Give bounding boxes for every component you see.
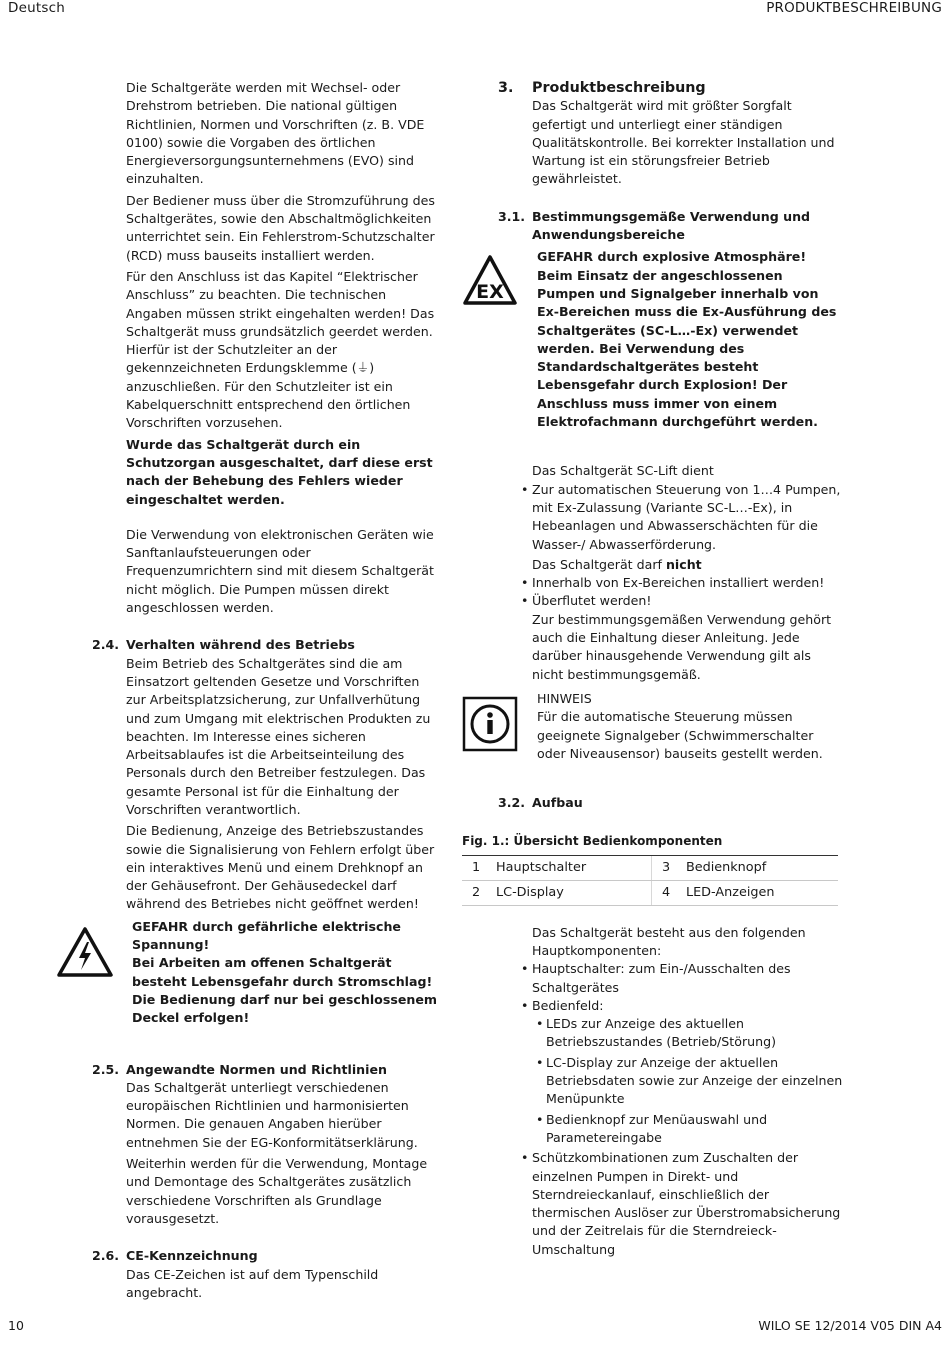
components-table: [462, 855, 838, 906]
warning-explosive: [476, 248, 844, 431]
section-number: 3.2.: [498, 795, 526, 811]
high-voltage-warning-icon: [56, 926, 114, 981]
sub-list-item: • LC-Display zur Anzeige der aktuellen Betriebsdaten sowie zur Anzeige der einzelnen Menüpunkte: [546, 1054, 844, 1109]
list-item-label: Bedienfeld:: [532, 997, 604, 1013]
page-number: 10: [8, 1318, 24, 1333]
paragraph: Die Bedienung, Anzeige des Betriebszustandes sowie die Signalisierung von Fehlern erfolgt über ein interaktives Menü und einem Drehknopf an der Gehäusefront. Der Gehäusedeckel darf während des Betriebes nicht geöffnet werden!: [126, 823, 435, 912]
table-cell: LED-Anzeigen: [680, 880, 838, 905]
section-title: Angewandte Normen und Richtlinien: [126, 1061, 387, 1077]
sub-list-item: • LEDs zur Anzeige des aktuellen Betriebszustandes (Betrieb/Störung): [546, 1015, 844, 1052]
section-title: Produktbeschreibung: [532, 80, 706, 96]
list-item: • Innerhalb von Ex-Bereichen installiert werden!: [532, 574, 844, 592]
list-item: • Schützkombinationen zum Zuschalten der einzelnen Pumpen in Direkt- und Sterndreieckanlauf, einschließlich der thermischen Auslöser zur Überstromabsicherung und der Zeitrelais für die Sterndreieck-Umschaltung: [532, 1149, 844, 1259]
not-list: [532, 574, 844, 611]
paragraph: Weiterhin werden für die Verwendung, Montage und Demontage des Schaltgerätes zusätzlich verschiedene Vorschriften als Grundlage vorausgesetzt.: [126, 1156, 428, 1226]
explosion-warning-icon: [462, 254, 518, 309]
warning-text: Beim Einsatz der angeschlossenen Pumpen und Signalgeber innerhalb von Ex-Bereichen muss die Ex-Ausführung des Schaltgerätes (SC-L…-Ex) verwendet werden. Bei Verwendung des Standardschaltgerätes besteht Lebensgefahr durch Explosion! Der Anschluss muss immer von einem Elektrofachmann durchgeführt werden.: [537, 267, 837, 430]
paragraph: Die Verwendung von elektronischen Geräten wie Sanftanlaufsteuerungen oder Frequenzumrichtern sind mit diesem Schaltgerät nicht möglich. Die Pumpen müssen direkt angeschlossen werden.: [126, 526, 434, 616]
right-column: [462, 79, 844, 1259]
footer-doc-info: WILO SE 12/2014 V05 DIN A4: [758, 1318, 942, 1333]
not-word: nicht: [665, 556, 702, 572]
paragraph: [532, 556, 844, 574]
section-title: Aufbau: [532, 795, 583, 811]
paragraph: Das Schaltgerät besteht aus den folgenden Hauptkomponenten:: [532, 924, 806, 958]
table-cell: 1: [462, 855, 490, 880]
paragraph: Das CE-Zeichen ist auf dem Typenschild angebracht.: [126, 1266, 379, 1300]
paragraph: Das Schaltgerät wird mit größter Sorgfalt gefertigt und unterliegt einer ständigen Qualitätskontrolle. Bei korrekter Installation und Wartung ist ein störungsfreier Betrieb gewährleistet.: [532, 98, 835, 187]
section-number: 2.4.: [92, 637, 120, 653]
left-column: [92, 79, 438, 1305]
warning-title: GEFAHR durch gefährliche elektrische Spannung!: [132, 918, 401, 953]
paragraph: Zur bestimmungsgemäßen Verwendung gehört auch die Einhaltung dieser Anleitung. Jede darüber hinausgehende Verwendung gilt als nicht bestimmungsgemäß.: [532, 611, 832, 682]
section-heading-3: [498, 79, 844, 97]
info-icon: [462, 696, 518, 755]
section-heading-2-5: [92, 1061, 438, 1079]
note-title: HINWEIS: [537, 690, 592, 706]
section-title: Bestimmungsgemäße Verwendung und Anwendungsbereiche: [532, 208, 811, 243]
table-row: [462, 880, 838, 905]
sub-list: [532, 1015, 844, 1147]
section-heading-2-6: [92, 1247, 438, 1265]
figure-caption: Fig. 1.: Übersicht Bedienkomponenten: [462, 834, 723, 849]
paragraph: Das Schaltgerät SC-Lift dient: [532, 463, 714, 479]
paragraph-bold: Wurde das Schaltgerät durch ein Schutzorgan ausgeschaltet, darf diese erst nach der Behebung des Fehlers wieder eingeschaltet werden.: [126, 436, 433, 507]
table-cell: Hauptschalter: [490, 855, 651, 880]
sub-list-item: • Bedienknopf zur Menüauswahl und Parametereingabe: [546, 1111, 844, 1148]
not-prefix: Das Schaltgerät darf: [532, 556, 666, 572]
note-box: [532, 690, 844, 763]
paragraph: Das Schaltgerät unterliegt verschiedenen europäischen Richtlinien und harmonisierten Normen. Die genauen Angaben hierüber entnehmen Sie der EG-Konformitätserklärung.: [126, 1079, 418, 1150]
list-item: • Zur automatischen Steuerung von 1…4 Pumpen, mit Ex-Zulassung (Variante SC-L…-Ex), in Hebeanlagen und Abwasserschächten für die Wasser-/ Abwasserförderung.: [532, 481, 844, 554]
paragraph: Der Bediener muss über die Stromzuführung des Schaltgerätes, sowie den Abschaltmöglichkeiten unterrichtet sein. Ein Fehlerstrom-Schutzschalter (RCD) muss bauseits installiert werden.: [126, 192, 435, 263]
header-section: PRODUKTBESCHREIBUNG: [766, 0, 942, 16]
table-cell: Bedienknopf: [680, 855, 838, 880]
table-row: [462, 855, 838, 880]
section-heading-3-1: [498, 208, 844, 245]
components-list: [532, 960, 844, 1259]
paragraph: Beim Betrieb des Schaltgerätes sind die am Einsatzort geltenden Gesetze und Vorschriften zur Arbeitsplatzsicherung, zur Unfallverhütung und zum Umgang mit elektrischen Produkten zu beachten. Im Interesse eines sicheren Arbeitsablaufes ist die Arbeitseinteilung des Personals durch den Betreiber festzulegen. Das gesamte Personal ist für die Einhaltung der Vorschriften verantwortlich.: [126, 655, 431, 817]
section-heading-2-4: [92, 636, 438, 654]
section-number: 3.1.: [498, 208, 526, 224]
warning-text: Bei Arbeiten am offenen Schaltgerät besteht Lebensgefahr durch Stromschlag! Die Bedienung darf nur bei geschlossenem Deckel erfolgen!: [132, 955, 437, 1026]
table-cell: 4: [651, 880, 680, 905]
section-title: CE-Kennzeichnung: [126, 1248, 258, 1264]
section-number: 2.5.: [92, 1061, 120, 1077]
section-heading-3-2: [498, 794, 844, 812]
section-number: 3.: [498, 80, 514, 96]
paragraph: Für den Anschluss ist das Kapitel “Elektrischer Anschluss” zu beachten. Die technischen Angaben müssen strikt eingehalten werden! Das Schaltgerät muss grundsätzlich geerdet werden. Hierfür ist der Schutzleiter an der gekennzeichneten Erdungsklemme (⏚) anzuschließen. Für den Schutzleiter ist ein Kabelquerschnitt entsprechend den örtlichen Vorschriften vorzusehen.: [126, 268, 435, 431]
note-text: Für die automatische Steuerung müssen geeignete Signalgeber (Schwimmerschalter oder Niveausensor) bauseits gestellt werden.: [537, 709, 823, 761]
use-list: [532, 481, 844, 554]
table-cell: LC-Display: [490, 880, 651, 905]
list-item: • Hauptschalter: zum Ein-/Ausschalten des Schaltgerätes: [532, 960, 844, 997]
header-language: Deutsch: [8, 0, 65, 16]
list-item: [532, 997, 844, 1147]
section-title: Verhalten während des Betriebs: [126, 637, 355, 653]
table-cell: 2: [462, 880, 490, 905]
section-number: 2.6.: [92, 1248, 120, 1264]
ex-label: EX: [476, 281, 504, 304]
table-cell: 3: [651, 855, 680, 880]
warning-electric: [126, 918, 438, 1028]
paragraph: Die Schaltgeräte werden mit Wechsel- oder Drehstrom betrieben. Die national gültigen Richtlinien, Normen und Vorschriften (z. B. VDE 0100) sowie die Vorgaben des örtlichen Energieversorgungsunternehmens (EVO) sind einzuhalten.: [126, 80, 425, 187]
list-item: • Überflutet werden!: [532, 592, 844, 610]
warning-title: GEFAHR durch explosive Atmosphäre!: [537, 249, 807, 265]
